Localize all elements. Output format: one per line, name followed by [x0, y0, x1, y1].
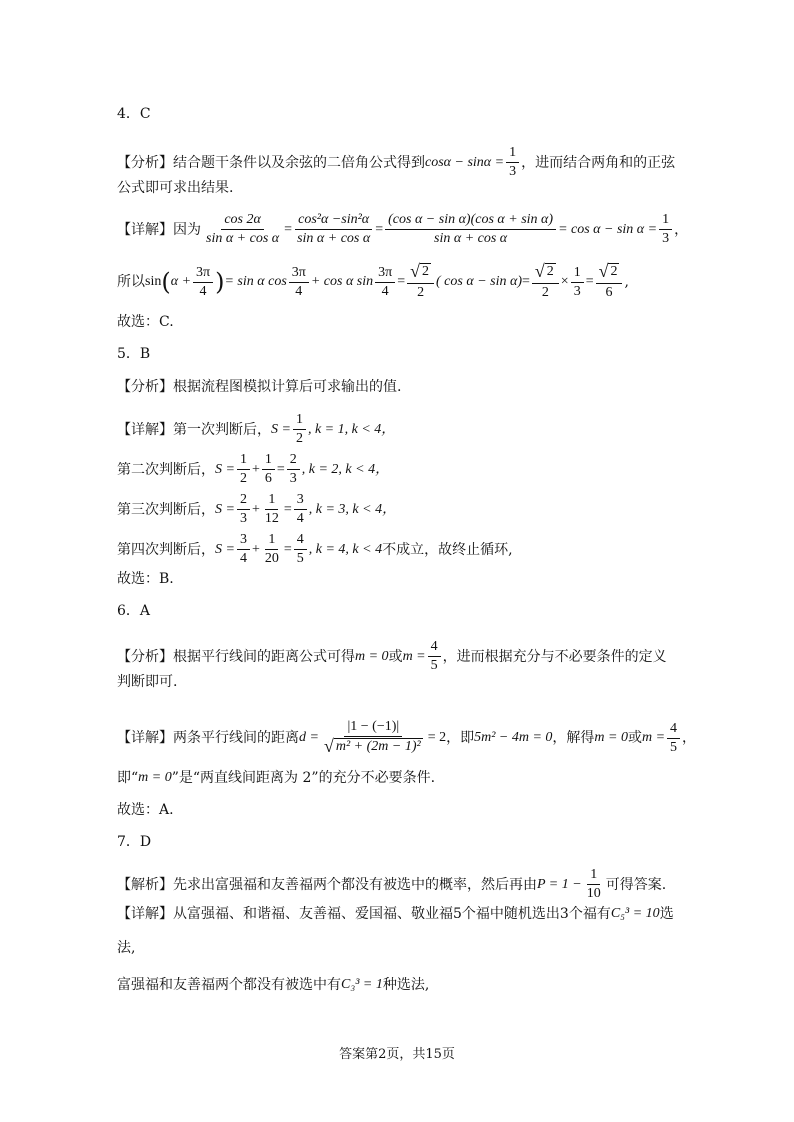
q5-step2: 第二次判断后， S = $\frac{1}{2}$ + $\frac{1}{6}$ = $\frac{2}{3}$ , k = 2, k < 4，: [117, 452, 390, 486]
q6-answer: 故选：A.: [117, 802, 174, 818]
page-footer: 答案第2页，共15页: [339, 1047, 455, 1062]
q7-detail: 【详解】 从富强福、和谐福、友善福、爱国福、敬业福5个福中随机选出3个福有 C₅³ = 10 选: [117, 906, 674, 922]
q5-step4: 第四次判断后， S = $\frac{3}{4}$ + $\frac{1}{20}$ = $\frac{4}{5}$ , k = 4, k < 4 不成立，故终止循环,: [117, 532, 513, 566]
detail-tag: 【详解】: [117, 221, 173, 238]
analysis-tag: 【分析】: [117, 154, 173, 171]
fraction: $\frac{1}{3}$: [506, 144, 519, 181]
q6-analysis-cont: 判断即可.: [117, 674, 178, 690]
q4-number: 4．C: [117, 106, 151, 122]
q4-analysis-cont: 公式即可求出结果.: [117, 180, 234, 196]
q5-analysis: 【分析】 根据流程图模拟计算后可求输出的值.: [117, 379, 402, 395]
q5-step1: 【详解】 第一次判断后， S = $\frac{1}{2}$ , k = 1, k < 4，: [117, 412, 396, 446]
q4-detail-line2: 所以 sin ( α + $\frac{3\pi}{4}$ ) = sin α cos $\frac{3\pi}{4}$ + cos α sin $\frac{3\pi}{4}$ = √ 2 2 ( cos α − sin α) = √ 2 2 × $\frac{1}{3}$ = √ 2 6 ,: [117, 261, 629, 300]
q4-answer: 故选：C.: [117, 314, 174, 330]
q4-detail-line1: 【详解】 因为 $\frac{\cos 2\alpha}{\text{sin α + cos α}}$ = $\frac{\text{cos²α −sin²α}}{\text{sin α + cos α}}$ = $\frac{\text{(cos α − sin α)(cos α + sin α)}}{\text{sin α + cos α}}$ = cos α − sin α = $\frac{1}{3}$ ，: [117, 212, 689, 246]
q5-step3: 第三次判断后， S = $\frac{2}{3}$ + $\frac{1}{12}$ = $\frac{3}{4}$ , k = 3, k < 4，: [117, 492, 397, 526]
q6-analysis: 【分析】 根据平行线间的距离公式可得 m = 0 或 m = $\frac{4}{5}$ ，进而根据充分与不必要条件的定义: [117, 639, 667, 673]
q7-number: 7．D: [117, 834, 152, 850]
q7-analysis: 【解析】 先求出富强福和友善福两个都没有被选中的概率，然后再由 P = 1 − $\frac{1}{10}$ 可得答案.: [117, 867, 667, 901]
q5-answer: 故选：B.: [117, 571, 174, 587]
q6-number: 6．A: [117, 603, 151, 619]
q4-analysis: 【分析】 结合题干条件以及余弦的二倍角公式得到 cosα − sinα = $\frac{1}{3}$ ，进而结合两角和的正弦: [117, 145, 676, 179]
q6-detail: 【详解】 两条平行线间的距离 d = |1 − (−1)| √ m² + (2m − 1)² = 2 ，即 5m² − 4m = 0 ，解得 m = 0 或 m = $\frac{4}{5}$ ，: [117, 719, 697, 756]
q7-final: 富强福和友善福两个都没有被选中有 C₃³ = 1 种选法,: [117, 977, 430, 993]
q5-number: 5．B: [117, 346, 151, 362]
q6-conclusion: 即“ m = 0 ”是“两直线间距离为 2”的充分不必要条件.: [117, 770, 436, 786]
q7-detail-cont: 法,: [117, 940, 136, 956]
